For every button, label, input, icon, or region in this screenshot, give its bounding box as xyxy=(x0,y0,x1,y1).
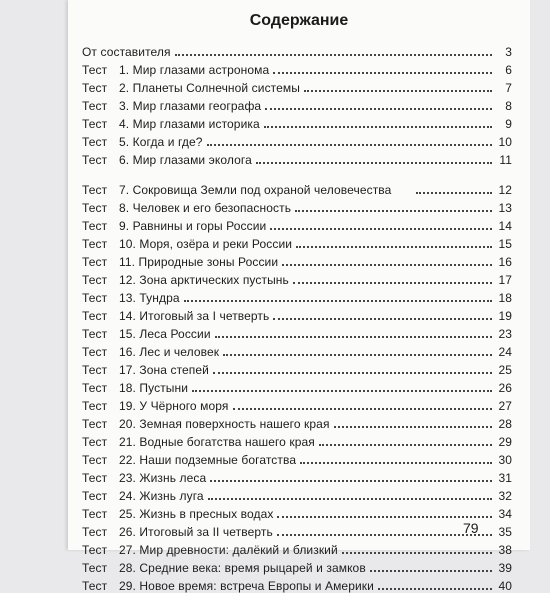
book-page xyxy=(68,0,530,593)
dot-leader xyxy=(207,142,492,146)
toc-entry xyxy=(82,269,512,287)
toc-entry-page: 30 xyxy=(498,453,512,467)
dot-leader xyxy=(378,586,492,590)
toc-entry-text: 18. Пустыни xyxy=(119,381,189,395)
dot-leader xyxy=(175,52,492,56)
toc-entry-page: 17 xyxy=(498,273,512,287)
toc-entry xyxy=(82,215,512,233)
toc-entry-prefix: Тест xyxy=(82,381,108,395)
toc-entry-page: 19 xyxy=(498,309,512,323)
toc-entry-text: 27. Мир древности: далёкий и близкий xyxy=(119,543,338,557)
toc-entry-label xyxy=(82,64,269,77)
dot-leader xyxy=(293,280,492,284)
dot-leader xyxy=(277,514,492,518)
dot-leader xyxy=(265,106,492,110)
toc-entry xyxy=(82,167,512,197)
toc-entry xyxy=(82,305,512,323)
toc-entry xyxy=(82,395,512,413)
toc-entry xyxy=(82,287,512,305)
toc-entry-label xyxy=(82,526,273,539)
toc-entry-page: 38 xyxy=(498,543,512,557)
toc-entry-text: 29. Новое время: встреча Европы и Америки xyxy=(119,579,374,593)
toc-entry-label xyxy=(82,238,292,251)
toc-entry-prefix: Тест xyxy=(82,183,108,197)
toc-entry-label xyxy=(82,292,180,305)
toc-entry-text: От составителя xyxy=(82,45,171,59)
toc-entry-text: 28. Средние века: время рыцарей и замков xyxy=(119,561,366,575)
toc-entry-label xyxy=(82,544,338,557)
toc-entry-prefix: Тест xyxy=(82,579,108,593)
toc-entry-label xyxy=(82,46,171,59)
toc-entry-text: 25. Жизнь в пресных водах xyxy=(119,507,274,521)
dot-leader xyxy=(184,298,492,302)
toc-entry-label xyxy=(82,418,330,431)
toc-entry-text: 7. Сокровища Земли под охраной человечества xyxy=(119,183,392,197)
toc-entry-page: 14 xyxy=(498,219,512,233)
toc-entry xyxy=(82,503,512,521)
dot-leader xyxy=(192,388,492,392)
toc-entry-text: 15. Леса России xyxy=(119,327,211,341)
toc-entry xyxy=(82,41,512,59)
page-title: Содержание xyxy=(249,12,349,29)
toc-entry xyxy=(82,95,512,113)
toc-entry-label xyxy=(82,220,266,233)
toc-entry-text: 5. Когда и где? xyxy=(119,135,203,149)
toc-entry-page: 6 xyxy=(505,63,512,77)
toc-entry-text: 8. Человек и его безопасность xyxy=(119,201,292,215)
toc-entry-text: 20. Земная поверхность нашего края xyxy=(119,417,330,431)
toc-entry-label xyxy=(82,508,273,521)
toc-entry-page: 13 xyxy=(498,201,512,215)
toc-entry-prefix: Тест xyxy=(82,309,108,323)
toc-entry-page: 35 xyxy=(498,525,512,539)
toc-entry-prefix: Тест xyxy=(82,435,108,449)
toc-entry-text: 6. Мир глазами эколога xyxy=(119,153,252,167)
dot-leader xyxy=(215,334,492,338)
toc-entry-text: 4. Мир глазами историка xyxy=(119,117,260,131)
toc-entry-page: 34 xyxy=(498,507,512,521)
toc-entry-text: 21. Водные богатства нашего края xyxy=(119,435,315,449)
toc-entry-page: 27 xyxy=(498,399,512,413)
toc-entry xyxy=(82,149,512,167)
toc-entry-prefix: Тест xyxy=(82,291,108,305)
toc-entry-text: 1. Мир глазами астронома xyxy=(119,63,270,77)
toc-entry xyxy=(82,485,512,503)
toc-entry-prefix: Тест xyxy=(82,561,108,575)
toc-entry xyxy=(82,197,512,215)
toc-entry-label xyxy=(82,118,260,131)
toc-entry xyxy=(82,521,512,539)
toc-entry-label xyxy=(82,400,229,413)
toc-entry-page: 25 xyxy=(498,363,512,377)
toc-entry-prefix: Тест xyxy=(82,543,108,557)
toc-entry-prefix: Тест xyxy=(82,525,108,539)
toc-entry-prefix: Тест xyxy=(82,153,108,167)
toc-entry-prefix: Тест xyxy=(82,363,108,377)
toc-entry xyxy=(82,539,512,557)
toc-entry-prefix: Тест xyxy=(82,237,108,251)
toc-entry xyxy=(82,77,512,95)
dot-leader xyxy=(296,244,492,248)
toc-entry-page: 26 xyxy=(498,381,512,395)
dot-leader xyxy=(334,424,492,428)
toc-entry-prefix: Тест xyxy=(82,117,108,131)
toc-entry-page: 12 xyxy=(498,183,512,197)
toc-entry xyxy=(82,113,512,131)
dot-leader xyxy=(264,124,492,128)
toc-entry-page: 7 xyxy=(505,81,512,95)
dot-leader xyxy=(223,352,492,356)
toc-entry-label xyxy=(82,346,219,359)
toc-entry-page: 28 xyxy=(498,417,512,431)
toc-entry-label xyxy=(82,454,296,467)
toc-entry-label xyxy=(82,436,315,449)
toc-entry-label xyxy=(82,328,211,341)
dot-leader xyxy=(295,208,492,212)
toc-entry xyxy=(82,131,512,149)
dot-leader xyxy=(273,316,492,320)
dot-leader xyxy=(300,460,492,464)
toc-entry xyxy=(82,359,512,377)
dot-leader xyxy=(256,160,492,164)
toc-entry-text: 10. Моря, озёра и реки России xyxy=(119,237,293,251)
toc-entry-label xyxy=(82,154,252,167)
toc-entry-text: 26. Итоговый за II четверть xyxy=(119,525,273,539)
toc-entry-label xyxy=(82,256,278,269)
toc-entry-text: 16. Лес и человек xyxy=(119,345,220,359)
toc-entry-page: 3 xyxy=(505,45,512,59)
toc-entry xyxy=(82,557,512,575)
toc-entry-prefix: Тест xyxy=(82,255,108,269)
toc-entry-label xyxy=(82,490,204,503)
toc-entry-page: 32 xyxy=(498,489,512,503)
toc-entry-text: 17. Зона степей xyxy=(119,363,209,377)
dot-leader xyxy=(273,70,492,74)
toc-entry-text: 11. Природные зоны России xyxy=(119,255,279,269)
toc-entry-text: 22. Наши подземные богатства xyxy=(119,453,297,467)
toc-entry-label xyxy=(82,100,261,113)
toc-entry-page: 31 xyxy=(498,471,512,485)
toc-entry-label xyxy=(82,202,291,215)
toc-entry xyxy=(82,323,512,341)
dot-leader xyxy=(342,550,492,554)
toc-entry-text: 14. Итоговый за I четверть xyxy=(119,309,270,323)
toc-entry-label xyxy=(82,562,366,575)
toc-entry xyxy=(82,59,512,77)
table-of-contents xyxy=(82,41,512,593)
toc-entry-prefix: Тест xyxy=(82,489,108,503)
dot-leader xyxy=(213,370,492,374)
toc-entry-text: 19. У Чёрного моря xyxy=(119,399,229,413)
toc-entry-prefix: Тест xyxy=(82,327,108,341)
dot-leader xyxy=(370,568,492,572)
toc-entry-page: 18 xyxy=(498,291,512,305)
toc-entry-text: 13. Тундра xyxy=(119,291,180,305)
dot-leader xyxy=(233,406,492,410)
toc-entry xyxy=(82,341,512,359)
toc-entry-page: 16 xyxy=(498,255,512,269)
toc-entry-text: 9. Равнины и горы России xyxy=(119,219,267,233)
toc-entry-page: 9 xyxy=(505,117,512,131)
toc-entry-text: 23. Жизнь леса xyxy=(119,471,207,485)
toc-entry xyxy=(82,413,512,431)
dot-leader xyxy=(304,88,492,92)
toc-entry-text: 12. Зона арктических пустынь xyxy=(119,273,289,287)
toc-entry xyxy=(82,251,512,269)
toc-entry-prefix: Тест xyxy=(82,507,108,521)
toc-entry-label xyxy=(82,472,206,485)
toc-entry xyxy=(82,431,512,449)
toc-entry-prefix: Тест xyxy=(82,417,108,431)
toc-entry-label xyxy=(82,184,412,197)
toc-entry-page: 24 xyxy=(498,345,512,359)
toc-entry xyxy=(82,233,512,251)
toc-entry-prefix: Тест xyxy=(82,99,108,113)
toc-entry-prefix: Тест xyxy=(82,219,108,233)
toc-entry-text: 3. Мир глазами географа xyxy=(119,99,262,113)
toc-entry-page: 39 xyxy=(498,561,512,575)
toc-entry-prefix: Тест xyxy=(82,201,108,215)
toc-entry-prefix: Тест xyxy=(82,453,108,467)
toc-entry-label xyxy=(82,82,300,95)
toc-entry xyxy=(82,575,512,593)
toc-entry-page: 11 xyxy=(499,153,512,167)
dot-leader xyxy=(416,190,492,194)
toc-entry-label xyxy=(82,310,269,323)
page-number: 79 xyxy=(463,520,479,536)
dot-leader xyxy=(282,262,492,266)
dot-leader xyxy=(277,532,492,536)
toc-entry-prefix: Тест xyxy=(82,345,108,359)
toc-entry xyxy=(82,377,512,395)
toc-entry-label xyxy=(82,364,209,377)
toc-entry xyxy=(82,449,512,467)
dot-leader xyxy=(208,496,492,500)
toc-entry-text: 2. Планеты Солнечной системы xyxy=(119,81,300,95)
toc-entry-page: 29 xyxy=(498,435,512,449)
toc-entry-page: 10 xyxy=(498,135,512,149)
toc-entry-page: 15 xyxy=(498,237,512,251)
toc-entry-page: 40 xyxy=(498,579,512,593)
dot-leader xyxy=(270,226,492,230)
toc-entry-prefix: Тест xyxy=(82,399,108,413)
toc-entry-prefix: Тест xyxy=(82,63,108,77)
toc-entry-page: 23 xyxy=(498,327,512,341)
toc-entry xyxy=(82,467,512,485)
toc-entry-label xyxy=(82,382,188,395)
toc-entry-label xyxy=(82,274,289,287)
dot-leader xyxy=(319,442,492,446)
toc-entry-page: 8 xyxy=(505,99,512,113)
toc-entry-label xyxy=(82,136,203,149)
dot-leader xyxy=(210,478,492,482)
toc-entry-prefix: Тест xyxy=(82,471,108,485)
toc-entry-prefix: Тест xyxy=(82,135,108,149)
toc-entry-text: 24. Жизнь луга xyxy=(119,489,204,503)
toc-entry-prefix: Тест xyxy=(82,81,108,95)
toc-entry-label xyxy=(82,580,374,593)
toc-entry-prefix: Тест xyxy=(82,273,108,287)
